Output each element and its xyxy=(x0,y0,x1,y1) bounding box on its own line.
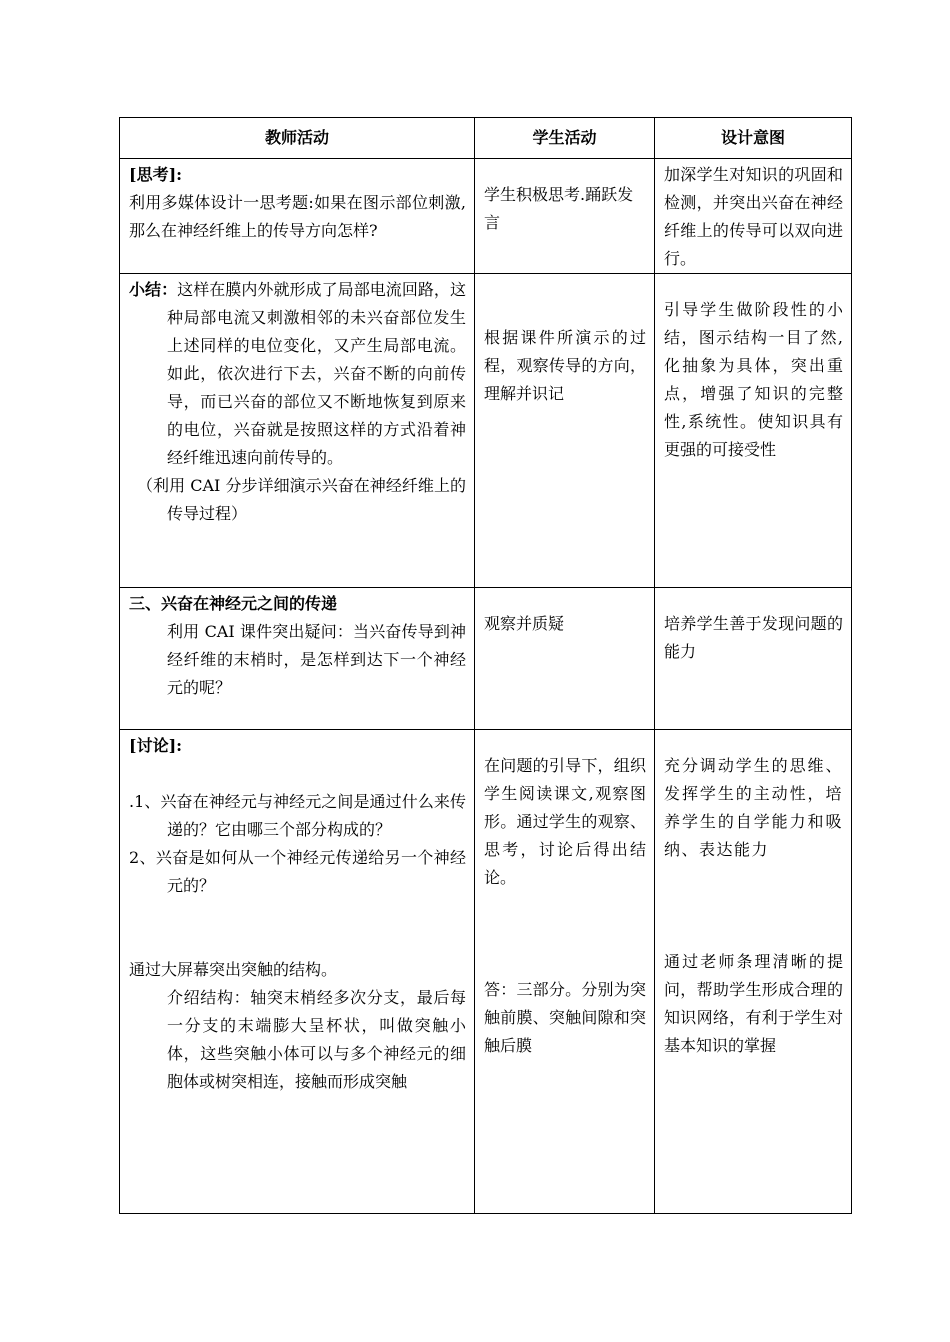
think-heading: [思考]: xyxy=(129,165,183,184)
student-cell xyxy=(475,730,655,1214)
header-row xyxy=(120,118,852,159)
table-row xyxy=(120,159,852,274)
design-cell xyxy=(655,159,852,274)
student-text: 在问题的引导下，组织学生阅读课文,观察图形。通过学生的观察、思考，讨论后得出结论。 xyxy=(484,756,646,887)
design-text: 充分调动学生的思维、发挥学生的主动性，培养学生的自学能力和吸纳、表达能力 xyxy=(664,756,843,859)
design-text-2: 通过老师条理清晰的提问，帮助学生形成合理的知识网络，有利于学生对基本知识的掌握 xyxy=(664,952,843,1055)
design-cell xyxy=(655,588,852,730)
section-text: 利用 CAI 课件突出疑问：当兴奋传导到神经纤维的末梢时，是怎样到达下一个神经元的呢？ xyxy=(167,622,466,697)
discuss-question-2: 2、兴奋是如何从一个神经元传递给另一个神经元的？ xyxy=(129,848,466,895)
section-heading: 三、兴奋在神经元之间的传递 xyxy=(129,594,338,613)
summary-paragraph xyxy=(129,276,466,472)
header-student-activity: 学生活动 xyxy=(475,118,655,159)
screen-line: 通过大屏幕突出突触的结构。 xyxy=(129,960,338,979)
student-cell xyxy=(475,274,655,588)
summary-note: （利用 CAI 分步详细演示兴奋在神经纤维上的传导过程） xyxy=(137,476,466,523)
design-text: 引导学生做阶段性的小结，图示结构一目了然,化抽象为具体，突出重点，增强了知识的完整性,系统性。使知识具有更强的可接受性 xyxy=(664,300,843,459)
header-design-intent: 设计意图 xyxy=(655,118,852,159)
header-teacher-activity: 教师活动 xyxy=(120,118,475,159)
table-row xyxy=(120,730,852,1214)
design-text: 培养学生善于发现问题的能力 xyxy=(664,614,843,661)
synapse-intro: 介绍结构：轴突末梢经多次分支，最后每一分支的末端膨大呈杯状，叫做突触小体，这些突触小体可以与多个神经元的细胞体或树突相连，接触而形成突触 xyxy=(167,988,466,1091)
student-text: 学生积极思考.踊跃发言 xyxy=(484,185,634,232)
student-text: 观察并质疑 xyxy=(484,614,565,633)
table-row xyxy=(120,274,852,588)
discuss-heading: [讨论]: xyxy=(129,736,183,755)
student-cell xyxy=(475,588,655,730)
teacher-cell xyxy=(120,274,475,588)
think-text: 利用多媒体设计一思考题:如果在图示部位刺激,那么在神经纤维上的传导方向怎样? xyxy=(129,193,466,240)
discuss-question-1: .1、兴奋在神经元与神经元之间是通过什么来传递的？它由哪三个部分构成的？ xyxy=(129,792,466,839)
table-row xyxy=(120,588,852,730)
teacher-cell xyxy=(120,730,475,1214)
summary-text: 这样在膜内外就形成了局部电流回路，这种局部电流又刺激相邻的未兴奋部位发生上述同样的电位变化，又产生局部电流。如此，依次进行下去，兴奋不断的向前传导，而已兴奋的部位又不断地恢复到原来的电位，兴奋就是按照这样的方式沿着神经纤维迅速向前传导的。 xyxy=(167,280,466,467)
student-answer: 答：三部分。分别为突触前膜、突触间隙和突触后膜 xyxy=(484,980,646,1055)
student-cell xyxy=(475,159,655,274)
design-cell xyxy=(655,730,852,1214)
student-text: 根据课件所演示的过程，观察传导的方向，理解并识记 xyxy=(484,328,646,403)
design-text: 加深学生对知识的巩固和检测，并突出兴奋在神经纤维上的传导可以双向进行。 xyxy=(664,165,843,268)
design-cell xyxy=(655,274,852,588)
summary-label: 小结： xyxy=(129,280,178,299)
lesson-plan-table xyxy=(119,117,852,1214)
teacher-cell xyxy=(120,588,475,730)
teacher-cell xyxy=(120,159,475,274)
